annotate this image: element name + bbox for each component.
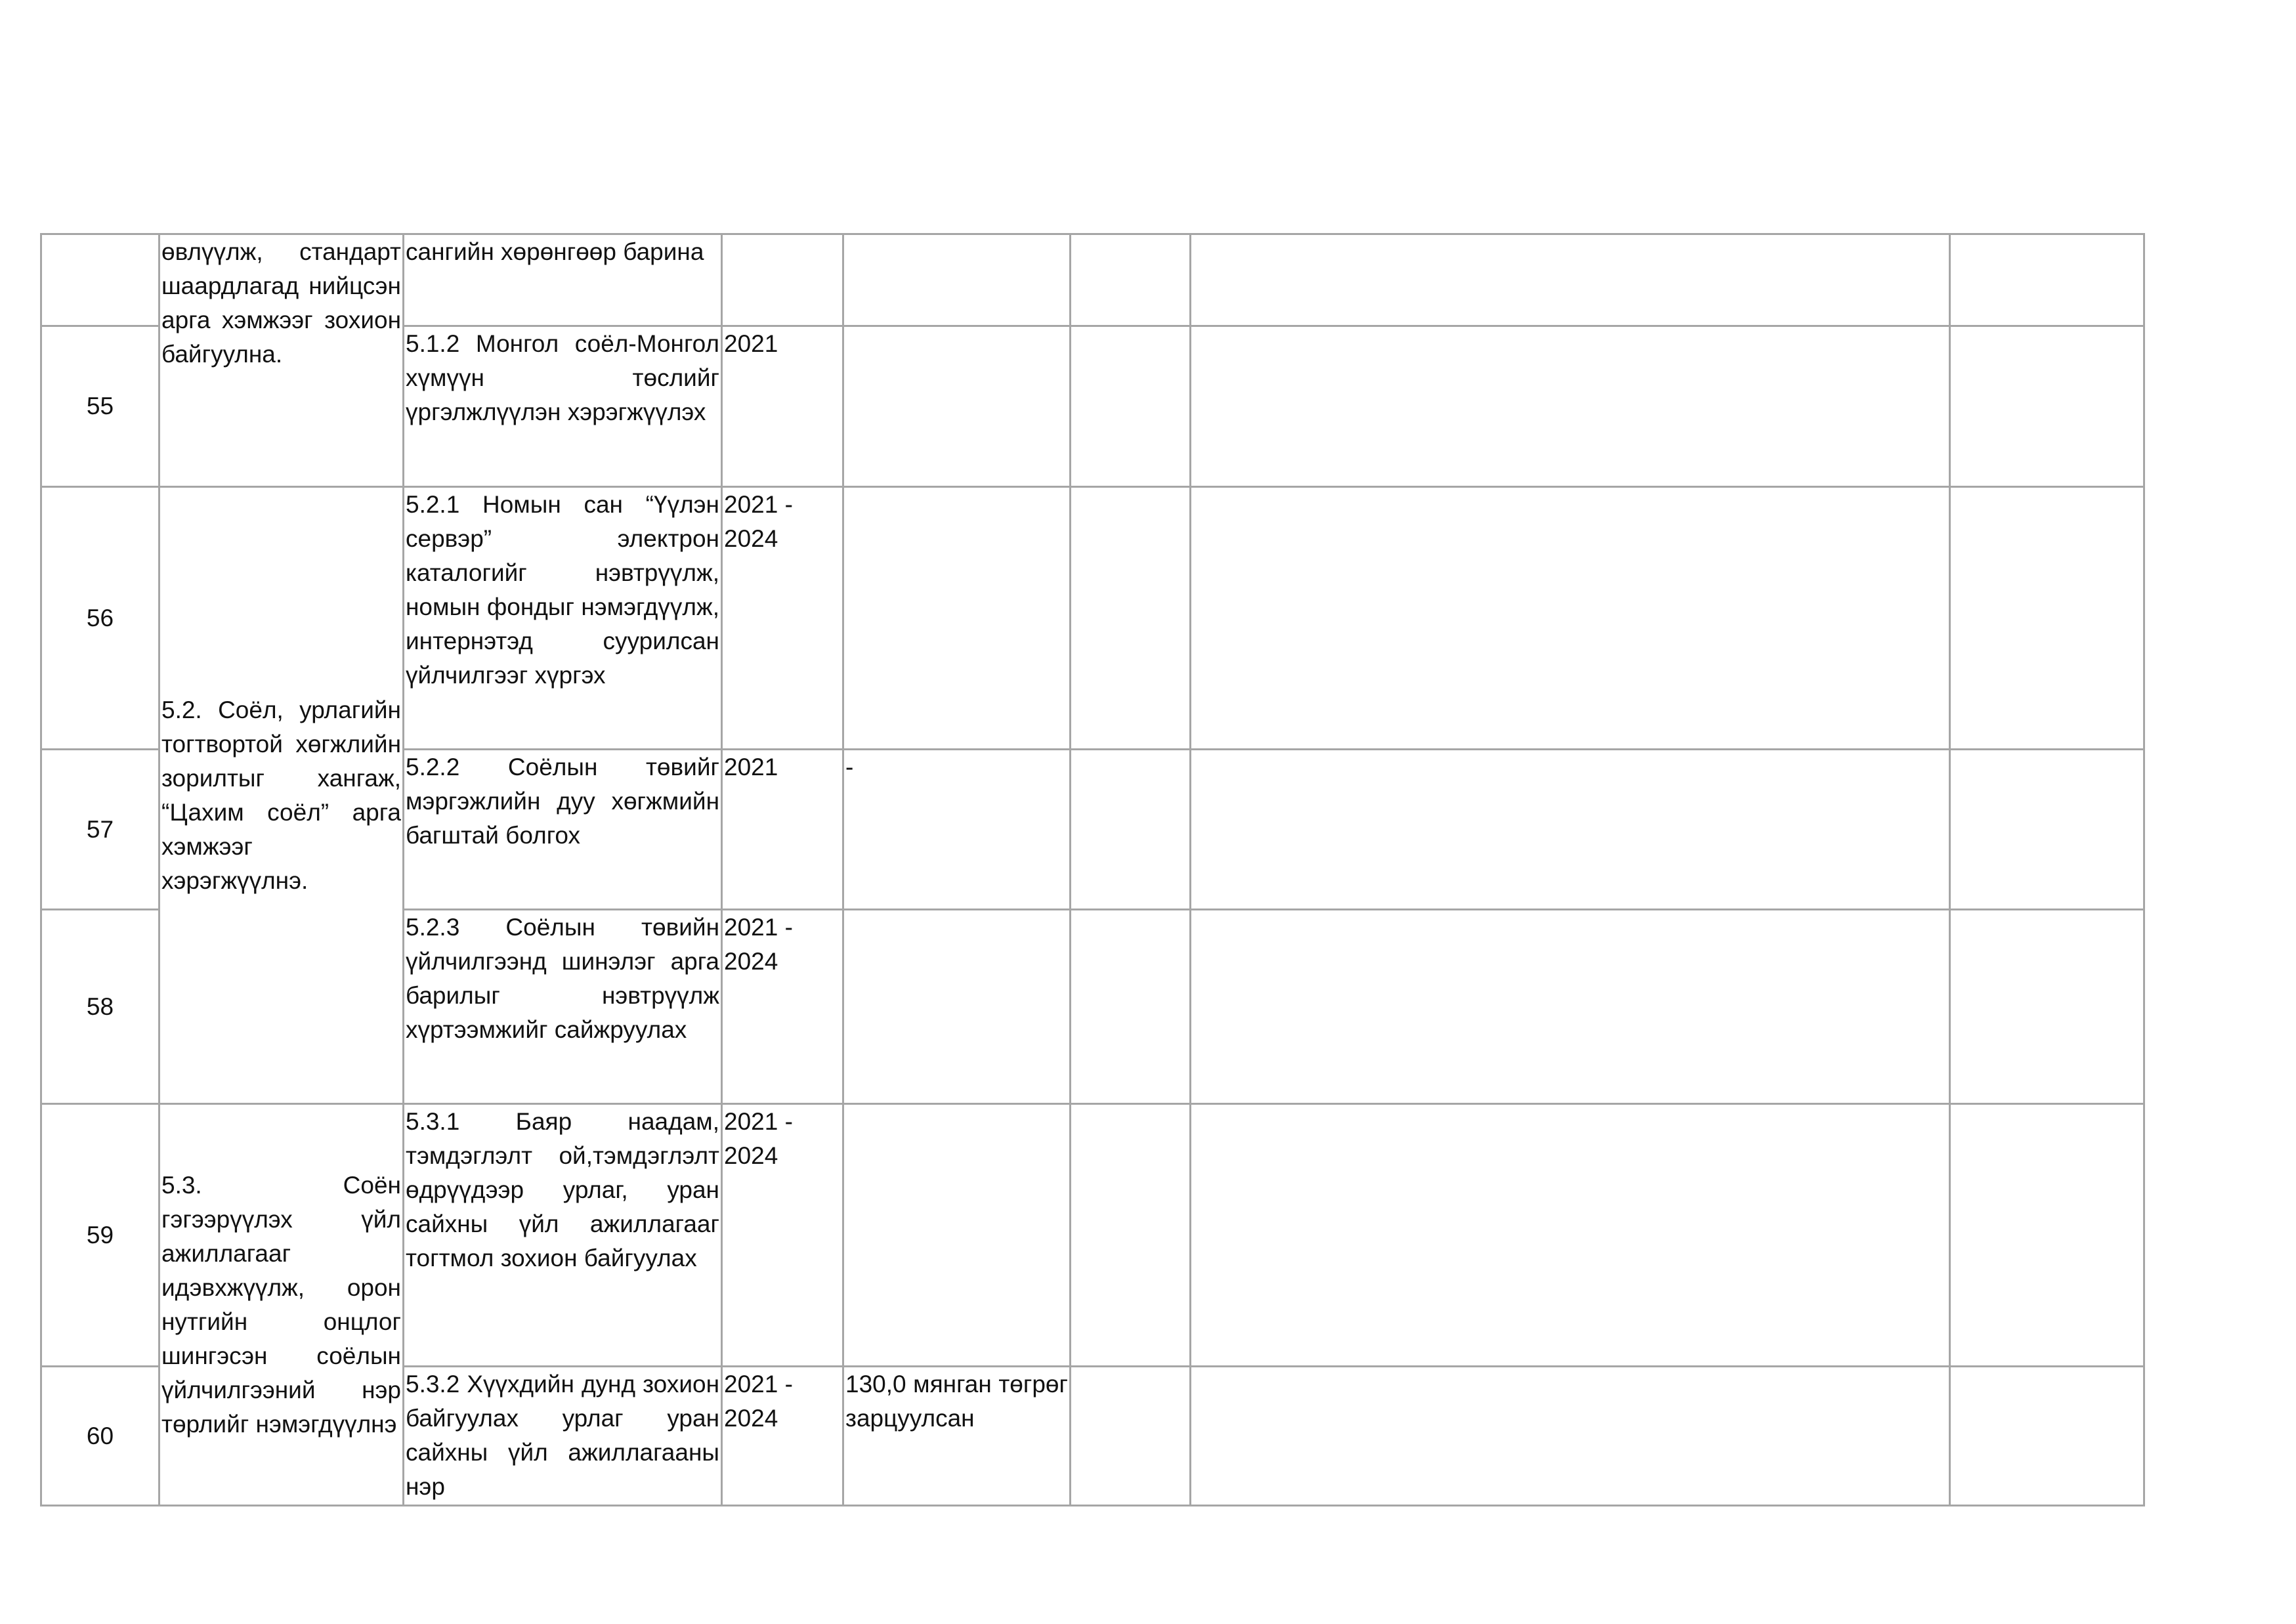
period-cell: 2021 bbox=[722, 750, 843, 910]
empty-cell bbox=[1191, 1367, 1950, 1506]
action-cell: 5.3.2 Хүүхдийн дунд зохион байгуулах урлаг уран сайхны үйл ажиллагааны нэр bbox=[404, 1367, 722, 1506]
empty-cell bbox=[1950, 1104, 2144, 1367]
empty-cell bbox=[1071, 234, 1191, 326]
empty-cell bbox=[1191, 326, 1950, 487]
action-cell: 5.3.1 Баяр наадам, тэмдэглэлт ой,тэмдэглэлт өдрүүдээр урлаг, уран сайхны үйл ажиллагааг тогтмол зохион байгуулах bbox=[404, 1104, 722, 1367]
empty-cell bbox=[1191, 1104, 1950, 1367]
empty-cell bbox=[1950, 326, 2144, 487]
empty-cell bbox=[1950, 1367, 2144, 1506]
empty-cell bbox=[1950, 487, 2144, 750]
row-number-cell: 57 bbox=[41, 750, 159, 910]
activity-plan-table bbox=[40, 233, 2145, 1506]
objective-5-2-cell: 5.2. Соёл, урлагийн тогтвортой хөгжлийн зорилтыг хангаж, “Цахим соёл” арга хэмжээг хэрэгжүүлнэ. bbox=[159, 487, 404, 1104]
period-cell: 2021 - 2024 bbox=[722, 1104, 843, 1367]
row-number-cell: 58 bbox=[41, 910, 159, 1104]
empty-cell bbox=[1071, 750, 1191, 910]
period-cell: 2021 bbox=[722, 326, 843, 487]
action-cell: сангийн хөрөнгөөр барина bbox=[404, 234, 722, 326]
budget-cell: - bbox=[843, 750, 1071, 910]
empty-cell bbox=[1071, 487, 1191, 750]
objective-5-3-cell: 5.3. Соён гэгээрүүлэх үйл ажиллагааг идэвхжүүлж, орон нутгийн онцлог шингэсэн соёлын үйлчилгээний нэр төрлийг нэмэгдүүлнэ bbox=[159, 1104, 404, 1506]
row-number-cell: 56 bbox=[41, 487, 159, 750]
action-cell: 5.2.1 Номын сан “Үүлэн сервэр” электрон каталогийг нэвтрүүлж, номын фондыг нэмэгдүүлж, интернэтэд суурилсан үйлчилгээг хүргэх bbox=[404, 487, 722, 750]
row-number-cell: 59 bbox=[41, 1104, 159, 1367]
empty-cell bbox=[1950, 750, 2144, 910]
row-number-cell: 60 bbox=[41, 1367, 159, 1506]
table-row bbox=[41, 1104, 2144, 1367]
objective-5-1-cell: өвлүүлж, стандарт шаардлагад нийцсэн арга хэмжээг зохион байгуулна. bbox=[159, 234, 404, 487]
budget-cell: 130,0 мянган төгрөг зарцуулсан bbox=[843, 1367, 1071, 1506]
action-cell: 5.2.3 Соёлын төвийн үйлчилгээнд шинэлэг арга барилыг нэвтрүүлж хүртээмжийг сайжруулах bbox=[404, 910, 722, 1104]
empty-cell bbox=[1071, 1367, 1191, 1506]
empty-cell bbox=[1950, 910, 2144, 1104]
empty-cell bbox=[1071, 910, 1191, 1104]
budget-cell bbox=[843, 326, 1071, 487]
period-cell: 2021 - 2024 bbox=[722, 1367, 843, 1506]
empty-cell bbox=[1950, 234, 2144, 326]
table-row bbox=[41, 234, 2144, 326]
empty-cell bbox=[1191, 234, 1950, 326]
empty-cell bbox=[1191, 750, 1950, 910]
table-row bbox=[41, 487, 2144, 750]
budget-cell bbox=[843, 910, 1071, 1104]
budget-cell bbox=[843, 487, 1071, 750]
period-cell bbox=[722, 234, 843, 326]
empty-cell bbox=[1071, 1104, 1191, 1367]
period-cell: 2021 - 2024 bbox=[722, 487, 843, 750]
budget-cell bbox=[843, 234, 1071, 326]
action-cell: 5.1.2 Монгол соёл-Монгол хүмүүн төслийг үргэлжлүүлэн хэрэгжүүлэх bbox=[404, 326, 722, 487]
action-cell: 5.2.2 Соёлын төвийг мэргэжлийн дуу хөгжмийн багштай болгох bbox=[404, 750, 722, 910]
row-number-cell: 55 bbox=[41, 326, 159, 487]
empty-cell bbox=[1191, 487, 1950, 750]
row-number-cell bbox=[41, 234, 159, 326]
period-cell: 2021 - 2024 bbox=[722, 910, 843, 1104]
budget-cell bbox=[843, 1104, 1071, 1367]
empty-cell bbox=[1071, 326, 1191, 487]
empty-cell bbox=[1191, 910, 1950, 1104]
